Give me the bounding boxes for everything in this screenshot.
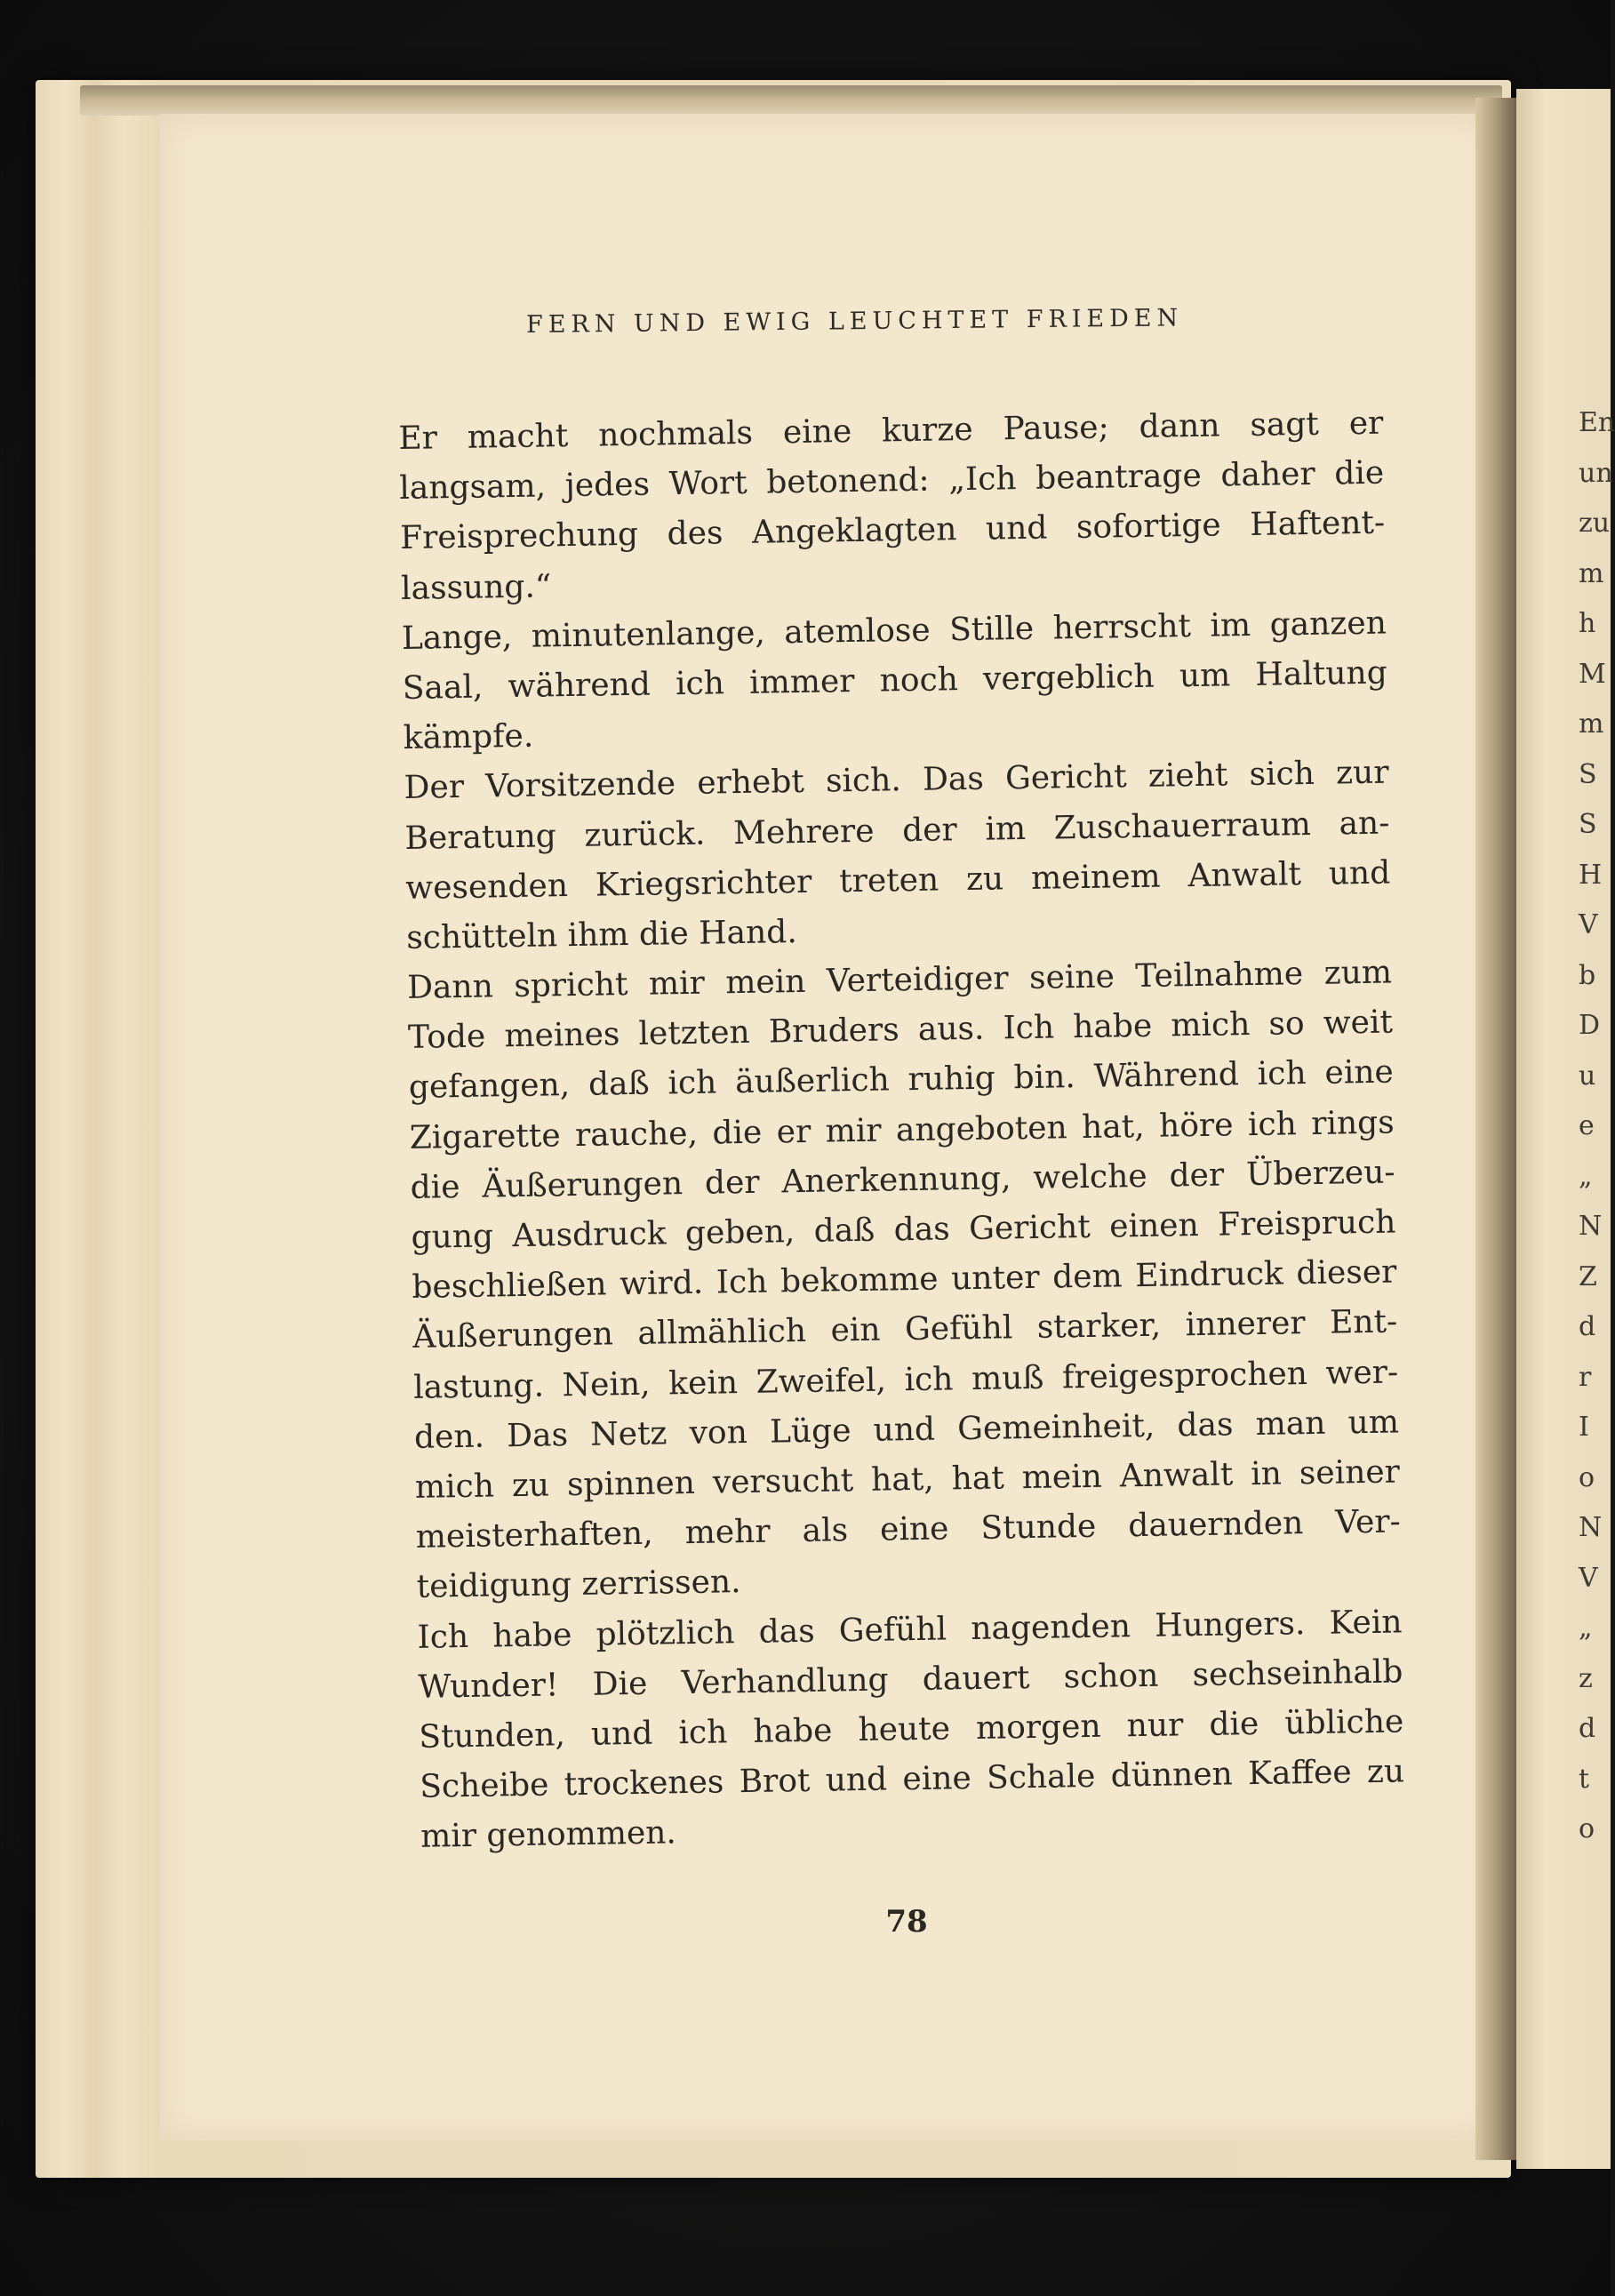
facing-page-fragment: b [1579,959,1596,991]
text-line: Wunder! Die Verhandlung dauert schon sechseinhalb [418,1653,1403,1706]
facing-page-fragment: e [1579,1110,1595,1141]
book-gutter [1475,98,1516,2160]
facing-page-fragment: r [1579,1361,1592,1393]
text-line: Er macht nochmals eine kurze Pause; dann sagt er [398,404,1384,457]
text-line: Stunden, und ich habe heute morgen nur die übliche [419,1703,1404,1756]
text-line: gung Ausdruck geben, daß das Gericht einen Freispruch [411,1204,1396,1256]
facing-page-fragment: o [1579,1813,1595,1844]
text-line: Lange, minutenlange, atemlose Stille herrscht im ganzen [401,604,1387,657]
text-line: die Äußerungen der Anerkennung, welche der Überzeu- [410,1154,1395,1206]
facing-page-fragment: d [1579,1713,1596,1744]
text-line: beschließen wird. Ich bekomme unter dem Eindruck dieser [412,1253,1397,1307]
facing-page-fragment: t [1579,1763,1590,1795]
text-line: Ich habe plötzlich das Gefühl nagenden Hungers. Kein [417,1603,1403,1656]
facing-page-fragment: V [1579,909,1598,940]
facing-page-fragment: „ [1579,1160,1593,1192]
text-line: Saal, während ich immer noch vergeblich um Haltung [402,654,1388,707]
text-line: teidigung zerrissen. [416,1564,741,1606]
facing-page-fragment: S [1579,809,1597,840]
facing-page-fragment: m [1579,708,1604,740]
facing-page-fragment: I [1579,1412,1589,1443]
body-text [398,399,1405,1863]
text-line: mich zu spinnen versucht hat, hat mein Anwalt in seiner [414,1453,1401,1506]
text-line: Beratung zurück. Mehrere der im Zuschauerraum an- [404,804,1390,857]
text-line: gefangen, daß ich äußerlich ruhig bin. Während ich eine [408,1053,1395,1107]
facing-page-fragment: u [1579,1060,1596,1092]
facing-page-fragment: N [1579,1512,1603,1543]
text-line: wesenden Kriegsrichter treten zu meinem Anwalt und [405,854,1391,907]
text-line: Der Vorsitzende erhebt sich. Das Gericht zieht sich zur [404,754,1389,807]
facing-page-fragment: o [1579,1461,1595,1493]
facing-page-fragment: S [1579,758,1597,790]
facing-page-fragment: Z [1579,1260,1597,1292]
facing-page-fragment: d [1579,1311,1596,1342]
facing-page-fragment: un [1579,457,1613,489]
running-head: FERN UND EWIG LEUCHTET FRIEDEN [525,304,1184,339]
text-line: den. Das Netz von Lüge und Gemeinheit, das man um [413,1404,1400,1456]
text-line: Äußerungen allmählich ein Gefühl starker, innerer Ent- [412,1303,1398,1356]
text-line: lastung. Nein, kein Zweifel, ich muß freigesprochen wer- [412,1354,1399,1406]
facing-page-text [1579,398,1615,1855]
text-line: lassung.“ [400,567,552,607]
page-number: 78 [885,1904,928,1940]
facing-page-fragment: z [1579,1662,1593,1694]
facing-page-fragment: m [1579,557,1604,589]
text-line: Tode meines letzten Bruders aus. Ich habe mich so weit [407,1004,1394,1057]
facing-page-fragment: N [1579,1211,1603,1242]
page-top-edge [80,85,1502,116]
text-line: mir genommen. [420,1814,677,1856]
text-line: Dann spricht mir mein Verteidiger seine Teilnahme zum [406,954,1393,1006]
facing-page-fragment: h [1579,608,1596,639]
facing-page-fragment: H [1579,859,1603,891]
text-line: meisterhaften, mehr als eine Stunde dauernden Ver- [415,1503,1402,1556]
text-line: kämpfe. [403,717,534,757]
facing-page-fragment: D [1579,1010,1601,1041]
text-line: schütteln ihm die Hand. [405,913,798,956]
text-line: Freisprechung des Angeklagten und sofortige Haftent- [399,504,1386,557]
facing-page-fragment: V [1579,1562,1598,1594]
facing-page-fragment: „ [1579,1612,1593,1644]
facing-page-fragment: En [1579,407,1615,438]
text-line: Zigarette rauche, die er mir angeboten hat, höre ich rings [409,1104,1395,1156]
facing-page-fragment: zu [1579,508,1611,539]
text-line: langsam, jedes Wort betonend: „Ich beantrage daher die [398,454,1385,508]
text-line: Scheibe trockenes Brot und eine Schale dünnen Kaffee zu [419,1753,1405,1805]
facing-page-fragment: M [1579,658,1606,690]
